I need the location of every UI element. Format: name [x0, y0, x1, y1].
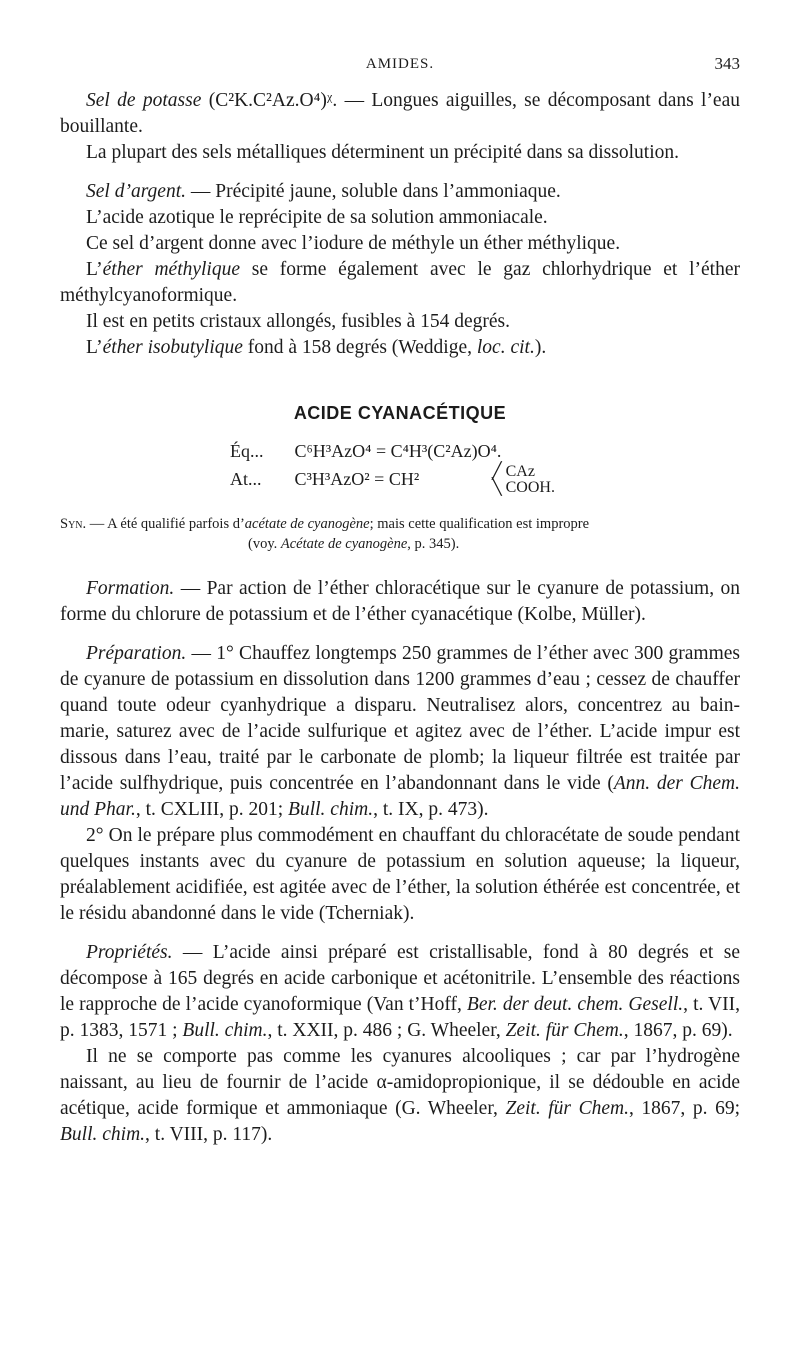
formula-eq-value: C⁶H³AzO⁴ = C⁴H³(C²Az)O⁴. [294, 441, 502, 461]
methyl-ether-term: éther méthylique [102, 259, 241, 280]
formula-at-label: At... [230, 469, 262, 489]
isobutyl-term: éther isobutylique [102, 337, 243, 358]
isobutyl-end: ). [534, 337, 547, 358]
preparation-paragraph [60, 641, 740, 823]
running-title: AMIDES. [365, 56, 435, 72]
properties-p2-text-3: , t. VIII, p. 117). [145, 1124, 273, 1145]
properties-citation-2: Bull. chim. [182, 1020, 268, 1041]
synonym-text-2: ; mais cette qualification est impropre [369, 516, 590, 532]
synonym-italic-2: Acétate de cyanogène [280, 536, 408, 552]
properties-paragraph [60, 940, 740, 1044]
synonym-label: Syn. [60, 516, 87, 532]
formula-branch-top: ╱ CAz [492, 463, 535, 480]
formula-at-value: C³H³AzO² = CH² [294, 469, 420, 489]
preparation-text-2: , t. CXLIII, p. 201; [135, 799, 289, 820]
properties-p2-text-2: , 1867, p. 69; [628, 1098, 740, 1119]
preparation-text-3: , t. IX, p. 473). [373, 799, 489, 820]
preparation-text-1: — 1° Chauffez longtemps 250 grammes de l’éther avec 300 grammes de cyanure de potassium en dissolution dans 1200 grammes d’eau ; cessez de chauffer quand toute odeur cyanhydrique a disparu. Neutralisez alors, concentrez au bain-marie, saturez avec de l’acide sulfurique et agitez avec de l’éther. L’acide impur est dissous dans l’eau, traité par le carbonate de plomb; la liqueur filtrée est traitée par l’acide sulfhydrique, puis concentrée en l’abandonnant dans le vide ( [60, 643, 740, 794]
synonym-text-1: — A été qualifié parfois d’ [86, 516, 245, 532]
properties-label: Propriétés. [86, 942, 173, 963]
preparation-paragraph-2: 2° On le prépare plus commodément en chauffant du chloracétate de soude pendant quelques instants avec du cyanure de potassium en solution aqueuse; la liqueur, préalablement acidifiée, est agitée avec de l’éther, la solution éthérée est concentrée, et le résidu abandonné dans le vide (Tcherniak). [60, 825, 740, 924]
properties-paragraph-2 [60, 1044, 740, 1148]
potassium-salt-label: Sel de potasse [86, 90, 202, 111]
synonym-italic-1: acétate de cyanogène [244, 516, 370, 532]
properties-citation-1: Ber. der deut. chem. Gesell. [466, 994, 684, 1015]
page-number: 343 [714, 54, 740, 73]
synonym-text-3: (voy. [248, 536, 281, 552]
synonym-note [60, 514, 740, 554]
methyl-ether-text: se forme également avec le gaz chlorhydrique et l’éther méthylcyanoformique. [60, 259, 740, 306]
methyl-iodide-paragraph: Ce sel d’argent donne avec l’iodure de méthyle un éther méthylique. [86, 233, 621, 254]
formula-block [230, 438, 740, 494]
potassium-salt-paragraph [60, 88, 740, 140]
isobutyl-text: fond à 158 degrés (Weddige, [242, 337, 477, 358]
synonym-continuation [60, 536, 459, 552]
silver-salt-text: — Précipité jaune, soluble dans l’ammoniaque. [186, 181, 561, 202]
formation-paragraph [60, 576, 740, 628]
silver-salt-label: Sel d’argent. [86, 181, 187, 202]
properties-citation-3: Zeit. für Chem. [505, 1020, 624, 1041]
formation-text: — Par action de l’éther chloracétique sur le cyanure de potassium, on forme du chlorure de potassium et de l’éther cyanacétique (Kolbe, Müller). [60, 578, 740, 625]
azotic-acid-paragraph: L’acide azotique le reprécipite de sa solution ammoniacale. [86, 207, 548, 228]
properties-p2-text-1: Il ne se comporte pas comme les cyanures alcooliques ; car par l’hydrogène naissant, au lieu de fournir de l’acide α-amidopropionique, il se dédouble en acide acétique, acide formique et ammoniaque (G. Wheeler, [60, 1046, 740, 1119]
formation-label: Formation. [86, 578, 175, 599]
isobutyl-ether-paragraph [60, 335, 740, 361]
metallic-salts-paragraph: La plupart des sels métalliques déterminent un précipité dans sa dissolution. [86, 142, 679, 163]
properties-text-1: — L’acide ainsi préparé est cristallisable, fond à 80 degrés et se décompose à 165 degrés en acide carbonique et acétonitrile. L’ensemble des réactions le rapproche de l’acide cyanoformique (Van t’Hoff, [60, 942, 740, 1015]
preparation-label: Préparation. [86, 643, 187, 664]
isobutyl-citation: loc. cit. [476, 337, 535, 358]
formula-branch [492, 464, 555, 496]
section-title: ACIDE CYANACÉTIQUE [293, 403, 507, 423]
preparation-citation-2: Bull. chim. [288, 799, 374, 820]
properties-text-2: , t. VII, p. 1383, 1571 ; [60, 994, 740, 1041]
methyl-ether-paragraph [60, 257, 740, 309]
synonym-text-4: , p. 345). [407, 536, 460, 552]
running-header [60, 0, 740, 73]
formula-equivalent-row [230, 438, 740, 466]
silver-salt-paragraph [60, 179, 740, 205]
formula-eq-label: Éq... [230, 441, 264, 461]
preparation-citation-1: Ann. der Chem. und Phar. [60, 773, 740, 820]
formula-atomic-row [230, 463, 740, 496]
properties-p2-citation-1: Zeit. für Chem. [505, 1098, 629, 1119]
methyl-ether-pre: L’ [86, 259, 103, 280]
crystals-paragraph: Il est en petits cristaux allongés, fusibles à 154 degrés. [86, 311, 511, 332]
formula-branch-bottom: ╲ COOH. [492, 479, 555, 496]
properties-text-3: , t. XXII, p. 486 ; G. Wheeler, [267, 1020, 506, 1041]
properties-text-4: , 1867, p. 69). [623, 1020, 733, 1041]
isobutyl-pre: L’ [86, 337, 103, 358]
potassium-salt-text: (C²K.C²Az.O⁴)ᵡ. — Longues aiguilles, se décomposant dans l’eau bouillante. [60, 90, 740, 137]
properties-p2-citation-2: Bull. chim. [60, 1124, 146, 1145]
